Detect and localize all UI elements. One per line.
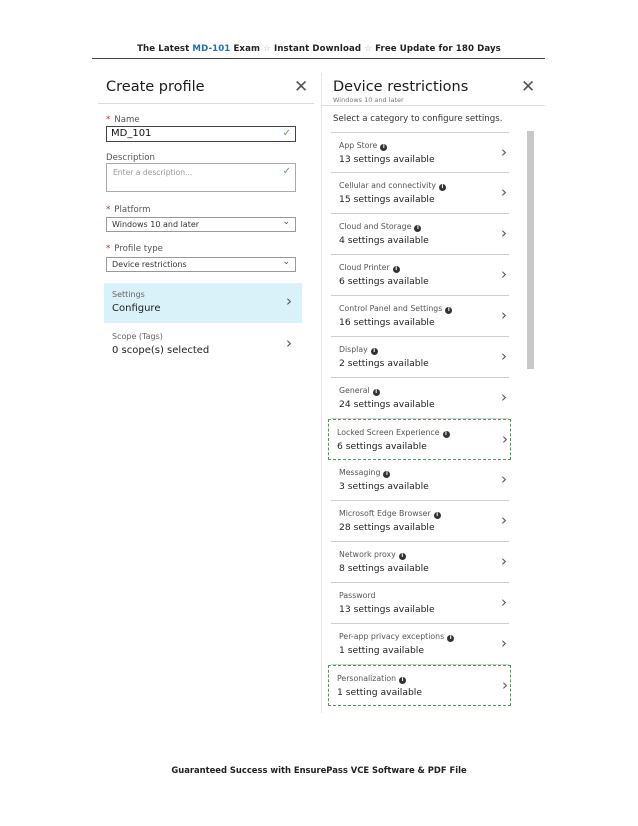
close-icon[interactable]: ✕	[294, 77, 309, 97]
category-name: Cloud and Storage	[339, 222, 412, 231]
category-password[interactable]	[331, 583, 509, 624]
category-name: Microsoft Edge Browser	[339, 509, 431, 518]
settings-row[interactable]	[104, 283, 302, 323]
info-icon[interactable]: i	[399, 677, 406, 684]
category-cloud-and-storage[interactable]	[331, 214, 509, 255]
device-restrictions-subtitle: Windows 10 and later	[333, 96, 404, 104]
category-app-store[interactable]	[331, 132, 509, 173]
info-icon[interactable]: i	[399, 553, 406, 560]
category-count: 1 setting available	[339, 645, 425, 656]
category-count: 13 settings available	[339, 604, 435, 615]
category-count: 2 settings available	[339, 358, 429, 369]
scope-value: 0 scope(s) selected	[112, 345, 210, 356]
profile-type-select[interactable]	[106, 257, 296, 272]
checkmark-icon: ✓	[282, 128, 291, 139]
category-count: 16 settings available	[339, 317, 435, 328]
info-icon[interactable]: i	[380, 144, 387, 151]
chevron-right-icon: ›	[502, 430, 508, 448]
star-icon: ☆	[364, 44, 372, 54]
chevron-right-icon: ›	[501, 183, 507, 201]
description-placeholder: Enter a description...	[113, 168, 193, 177]
platform-select[interactable]	[106, 217, 296, 232]
category-microsoft-edge-browser[interactable]	[331, 501, 509, 542]
info-icon[interactable]: i	[393, 266, 400, 273]
category-count: 3 settings available	[339, 481, 429, 492]
header-prefix: The Latest	[137, 44, 193, 54]
info-icon[interactable]: i	[434, 512, 441, 519]
category-cloud-printer[interactable]	[331, 255, 509, 296]
checkmark-icon: ✓	[282, 166, 291, 177]
category-name: General	[339, 386, 370, 395]
info-icon[interactable]: i	[445, 307, 452, 314]
info-icon[interactable]: i	[443, 431, 450, 438]
category-name: Per-app privacy exceptions	[339, 632, 445, 641]
category-cellular-and-connectivity[interactable]	[331, 173, 509, 214]
category-count: 6 settings available	[339, 276, 429, 287]
scope-tags-row[interactable]	[104, 325, 302, 365]
scrollbar[interactable]	[527, 131, 534, 369]
category-count: 24 settings available	[339, 399, 435, 410]
chevron-right-icon: ›	[501, 143, 507, 161]
category-personalization[interactable]	[328, 665, 511, 706]
category-messaging[interactable]	[331, 460, 509, 501]
category-count: 6 settings available	[337, 441, 427, 452]
category-count: 28 settings available	[339, 522, 435, 533]
chevron-down-icon: ⌄	[282, 217, 290, 227]
platform-value: Windows 10 and later	[112, 220, 200, 229]
category-count: 4 settings available	[339, 235, 429, 246]
header-mid-1: Exam	[230, 44, 264, 54]
create-profile-blade	[98, 73, 314, 713]
chevron-right-icon: ›	[501, 224, 507, 242]
info-icon[interactable]: i	[447, 635, 454, 642]
document-header	[0, 44, 638, 54]
category-name: Network proxy	[339, 550, 396, 559]
platform-label: * Platform	[106, 205, 151, 215]
required-marker: *	[106, 115, 111, 125]
settings-label: Settings	[112, 290, 145, 299]
info-icon[interactable]: i	[373, 389, 380, 396]
header-suffix: Free Update for 180 Days	[372, 44, 501, 54]
device-restrictions-title: Device restrictions	[333, 79, 469, 95]
settings-value: Configure	[112, 303, 161, 314]
category-name: App Store	[339, 141, 378, 150]
category-name: Cloud Printer	[339, 263, 390, 272]
category-name: Messaging	[339, 468, 381, 477]
header-exam-code: MD-101	[192, 44, 231, 54]
header-divider	[92, 58, 545, 59]
category-name: Personalization	[337, 674, 397, 683]
category-count: 15 settings available	[339, 194, 435, 205]
chevron-right-icon: ›	[501, 470, 507, 488]
chevron-right-icon: ›	[501, 552, 507, 570]
profile-type-value: Device restrictions	[112, 260, 187, 269]
device-restrictions-blade	[321, 73, 545, 713]
star-icon: ☆	[263, 44, 271, 54]
info-icon[interactable]: i	[371, 348, 378, 355]
close-icon[interactable]: ✕	[521, 77, 536, 97]
info-icon[interactable]: i	[383, 471, 390, 478]
category-locked-screen-experience[interactable]	[328, 419, 511, 460]
description-label: Description	[106, 153, 155, 163]
document-footer: Guaranteed Success with EnsurePass VCE Software & PDF File	[171, 765, 467, 775]
category-count: 1 setting available	[337, 687, 423, 698]
title-divider	[98, 103, 314, 104]
chevron-right-icon: ›	[501, 265, 507, 283]
category-display[interactable]	[331, 337, 509, 378]
category-per-app-privacy-exceptions[interactable]	[331, 624, 509, 665]
category-count: 13 settings available	[339, 154, 435, 165]
category-control-panel-and-settings[interactable]	[331, 296, 509, 337]
category-count: 8 settings available	[339, 563, 429, 574]
category-name: Locked Screen Experience	[337, 428, 440, 437]
required-marker: *	[106, 205, 111, 215]
chevron-right-icon: ›	[501, 306, 507, 324]
category-name: Control Panel and Settings	[339, 304, 443, 313]
scope-label: Scope (Tags)	[112, 332, 163, 341]
chevron-down-icon: ⌄	[282, 257, 290, 267]
blade-divider	[321, 73, 322, 713]
name-label: * Name	[106, 115, 140, 125]
name-value: MD_101	[111, 128, 152, 139]
description-input[interactable]	[106, 163, 296, 192]
info-icon[interactable]: i	[414, 225, 421, 232]
profile-type-label: * Profile type	[106, 244, 163, 254]
create-profile-title: Create profile	[106, 79, 205, 95]
chevron-right-icon: ›	[501, 347, 507, 365]
chevron-right-icon: ›	[501, 388, 507, 406]
required-marker: *	[106, 244, 111, 254]
chevron-right-icon: ›	[501, 593, 507, 611]
category-name: Cellular and connectivity	[339, 181, 436, 190]
chevron-right-icon: ›	[501, 634, 507, 652]
instruction-text: Select a category to configure settings.	[333, 114, 503, 124]
info-icon[interactable]: i	[439, 184, 446, 191]
name-input[interactable]	[106, 126, 296, 142]
chevron-right-icon: ›	[286, 292, 292, 310]
header-mid-2: Instant Download	[270, 44, 365, 54]
chevron-right-icon: ›	[502, 676, 508, 694]
chevron-right-icon: ›	[501, 511, 507, 529]
chevron-right-icon: ›	[286, 334, 292, 352]
category-network-proxy[interactable]	[331, 542, 509, 583]
category-general[interactable]	[331, 378, 509, 419]
title-divider	[321, 105, 545, 106]
category-name: Display	[339, 345, 368, 354]
category-name: Password	[339, 591, 376, 600]
